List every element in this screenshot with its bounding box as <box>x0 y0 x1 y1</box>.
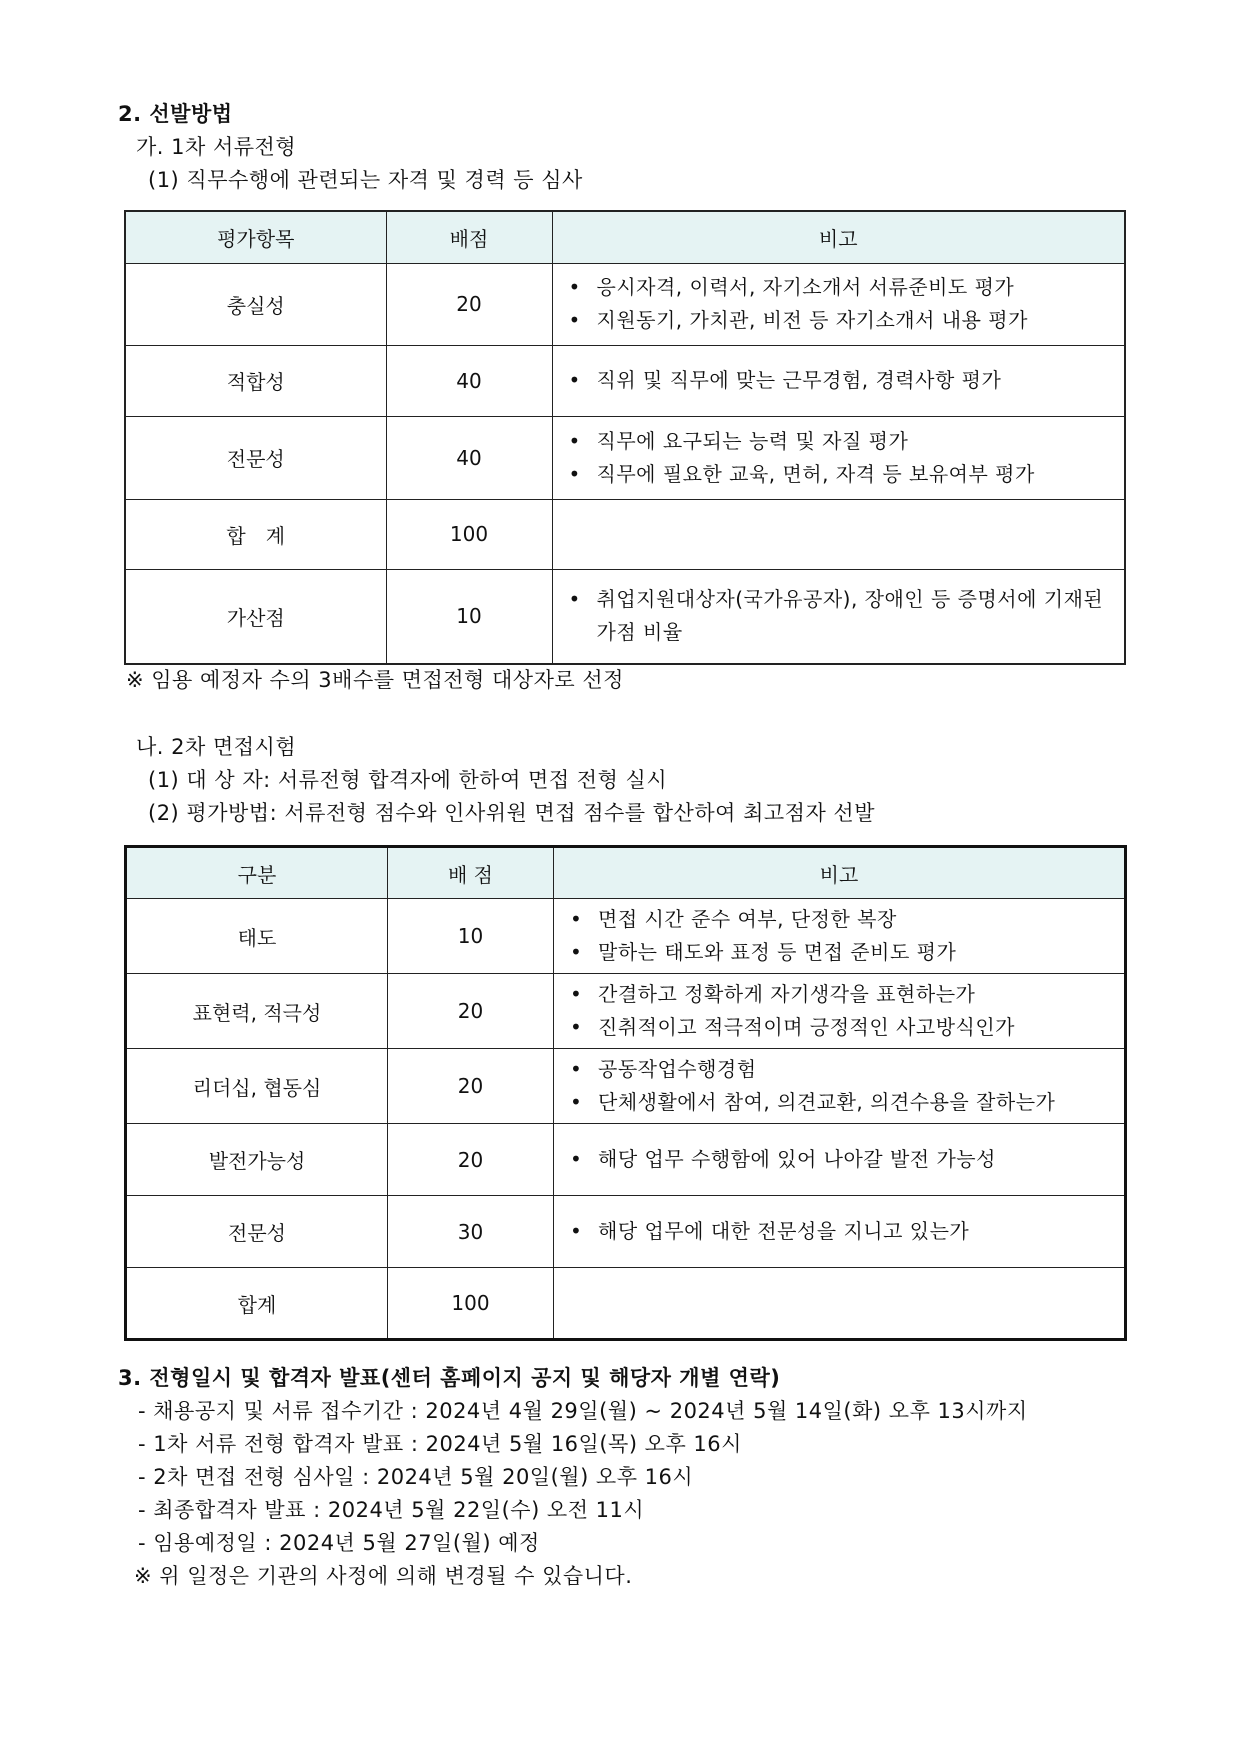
table-row <box>125 499 1125 569</box>
criteria-cell: 발전가능성 <box>126 1124 388 1196</box>
note-item: • 해당 업무에 대한 전문성을 지니고 있는가 <box>568 1215 1114 1248</box>
document-screening-table <box>124 210 1126 665</box>
criteria-cell: 적합성 <box>125 345 386 416</box>
note-item: • 지원동기, 가치관, 비전 등 자기소개서 내용 평가 <box>567 304 1115 337</box>
table-row <box>126 1049 1126 1124</box>
note-item: • 면접 시간 준수 여부, 단정한 복장 <box>568 903 1114 936</box>
schedule-line: - 2차 면접 전형 심사일 : 2024년 5월 20일(월) 오후 16시 <box>138 1465 694 1489</box>
criteria-cell: 전문성 <box>125 416 386 499</box>
score-cell: 100 <box>386 499 552 569</box>
score-cell: 40 <box>386 345 552 416</box>
subsection-b-item-2: (2) 평가방법: 서류전형 점수와 인사위원 면접 점수를 합산하여 최고점자 선발 <box>148 801 875 825</box>
score-cell: 20 <box>388 1124 554 1196</box>
schedule-line: - 최종합격자 발표 : 2024년 5월 22일(수) 오전 11시 <box>138 1498 645 1522</box>
table-row <box>126 1196 1126 1268</box>
header-cell: 배점 <box>386 211 552 263</box>
notes-cell <box>554 1268 1126 1340</box>
table-row <box>125 416 1125 499</box>
table-row <box>125 569 1125 664</box>
note-item: • 직무에 필요한 교육, 면허, 자격 등 보유여부 평가 <box>567 458 1115 491</box>
note-item: • 직무에 요구되는 능력 및 자질 평가 <box>567 425 1115 458</box>
schedule-line: - 채용공지 및 서류 접수기간 : 2024년 4월 29일(월) ~ 2024년 5월 14일(화) 오후 13시까지 <box>138 1399 1028 1423</box>
table-header-row <box>126 847 1126 899</box>
table-row <box>126 974 1126 1049</box>
criteria-cell: 태도 <box>126 899 388 974</box>
section-2-heading: 2. 선발방법 <box>118 102 233 126</box>
subsection-a-title: 가. 1차 서류전형 <box>136 135 297 159</box>
score-cell: 100 <box>388 1268 554 1340</box>
note-item: • 응시자격, 이력서, 자기소개서 서류준비도 평가 <box>567 271 1115 304</box>
section-3-heading: 3. 전형일시 및 합격자 발표(센터 홈페이지 공지 및 해당자 개별 연락) <box>118 1366 781 1390</box>
notes-cell <box>552 499 1125 569</box>
note-item: • 말하는 태도와 표정 등 면접 준비도 평가 <box>568 936 1114 969</box>
score-cell: 20 <box>388 974 554 1049</box>
criteria-cell: 합 계 <box>125 499 386 569</box>
schedule-note: ※ 위 일정은 기관의 사정에 의해 변경될 수 있습니다. <box>134 1564 633 1588</box>
schedule-line: - 임용예정일 : 2024년 5월 27일(월) 예정 <box>138 1531 540 1555</box>
header-cell: 평가항목 <box>125 211 386 263</box>
subsection-a-item-1: (1) 직무수행에 관련되는 자격 및 경력 등 심사 <box>148 168 583 192</box>
score-cell: 20 <box>388 1049 554 1124</box>
note-item: • 진취적이고 적극적이며 긍정적인 사고방식인가 <box>568 1011 1114 1044</box>
table-header-row <box>125 211 1125 263</box>
notes-cell <box>554 1124 1126 1196</box>
header-cell: 구분 <box>126 847 388 899</box>
header-cell: 비고 <box>552 211 1125 263</box>
notes-cell <box>552 569 1125 664</box>
criteria-cell: 전문성 <box>126 1196 388 1268</box>
header-cell: 비고 <box>554 847 1126 899</box>
note-item: • 해당 업무 수행함에 있어 나아갈 발전 가능성 <box>568 1143 1114 1176</box>
criteria-cell: 리더십, 협동심 <box>126 1049 388 1124</box>
note-item: • 단체생활에서 참여, 의견교환, 의견수용을 잘하는가 <box>568 1086 1114 1119</box>
score-cell: 10 <box>386 569 552 664</box>
note-item: • 직위 및 직무에 맞는 근무경험, 경력사항 평가 <box>567 364 1115 397</box>
notes-cell <box>554 899 1126 974</box>
note-item: • 취업지원대상자(국가유공자), 장애인 등 증명서에 기재된 가점 비율 <box>567 583 1115 649</box>
note-item: • 공동작업수행경험 <box>568 1053 1114 1086</box>
score-cell: 40 <box>386 416 552 499</box>
notes-cell <box>554 974 1126 1049</box>
subsection-b-title: 나. 2차 면접시험 <box>136 735 297 759</box>
table-row <box>126 899 1126 974</box>
table-row <box>126 1124 1126 1196</box>
notes-cell <box>554 1049 1126 1124</box>
subsection-b-item-1: (1) 대 상 자: 서류전형 합격자에 한하여 면접 전형 실시 <box>148 768 668 792</box>
table-row <box>125 345 1125 416</box>
score-cell: 10 <box>388 899 554 974</box>
criteria-cell: 합계 <box>126 1268 388 1340</box>
interview-table <box>124 845 1127 1341</box>
score-cell: 30 <box>388 1196 554 1268</box>
table-row <box>125 263 1125 345</box>
notes-cell <box>554 1196 1126 1268</box>
screening-note: ※ 임용 예정자 수의 3배수를 면접전형 대상자로 선정 <box>126 668 624 692</box>
notes-cell <box>552 416 1125 499</box>
header-cell: 배 점 <box>388 847 554 899</box>
score-cell: 20 <box>386 263 552 345</box>
notes-cell <box>552 263 1125 345</box>
table-row <box>126 1268 1126 1340</box>
note-item: • 간결하고 정확하게 자기생각을 표현하는가 <box>568 978 1114 1011</box>
criteria-cell: 가산점 <box>125 569 386 664</box>
notes-cell <box>552 345 1125 416</box>
criteria-cell: 충실성 <box>125 263 386 345</box>
criteria-cell: 표현력, 적극성 <box>126 974 388 1049</box>
schedule-line: - 1차 서류 전형 합격자 발표 : 2024년 5월 16일(목) 오후 16시 <box>138 1432 742 1456</box>
